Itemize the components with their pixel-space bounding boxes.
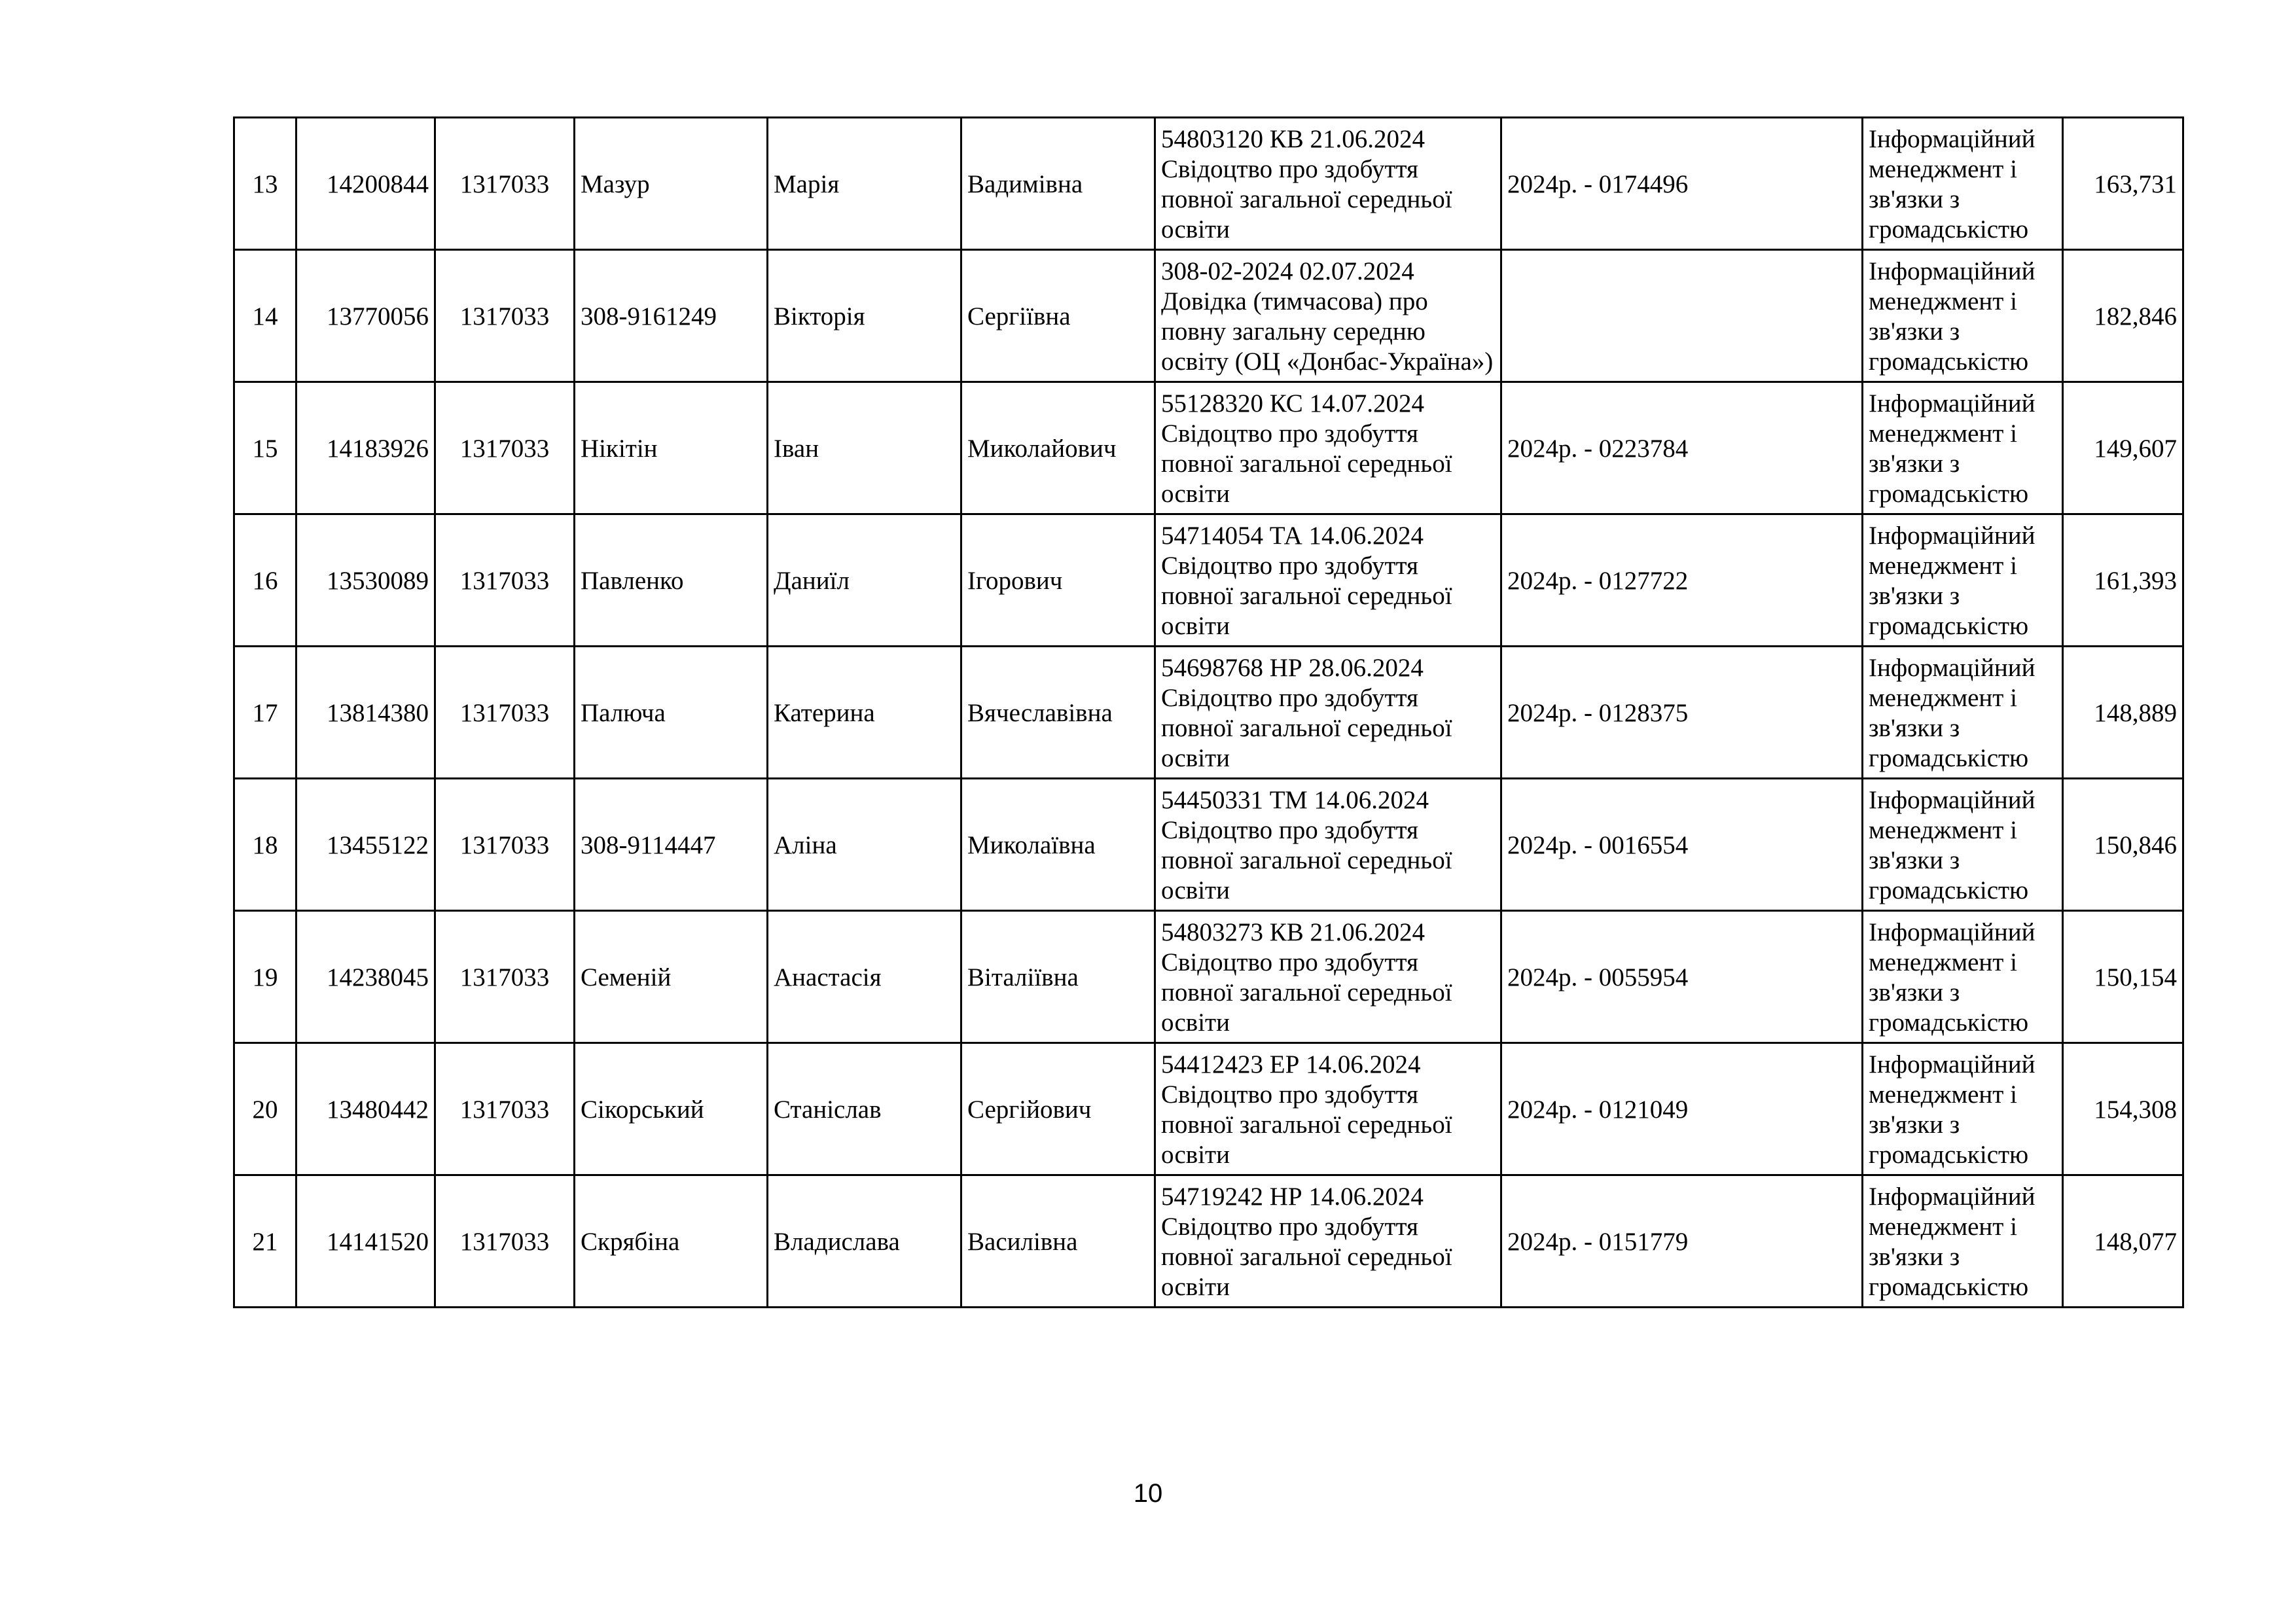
row-number-cell: 15 [234,382,296,514]
table-row [234,911,2183,1043]
first-name-cell: Марія [768,118,961,250]
certificate-cell: 2024р. - 0016554 [1501,779,1863,911]
program-code-cell: 1317033 [435,1175,575,1308]
first-name-cell: Іван [768,382,961,514]
education-document-cell: 308-02-2024 02.07.2024 Довідка (тимчасова) про повну загальну середню освіту (ОЦ «Донбас-Україна») [1155,250,1501,382]
certificate-cell: 2024р. - 0121049 [1501,1043,1863,1175]
records-table [233,116,2184,1308]
first-name-cell: Даниїл [768,514,961,647]
score-cell: 154,308 [2063,1043,2183,1175]
education-document-cell: 54719242 НР 14.06.2024 Свідоцтво про здобуття повної загальної середньої освіти [1155,1175,1501,1308]
table-row [234,779,2183,911]
patronymic-cell: Миколаївна [961,779,1155,911]
program-name-cell: Інформаційний менеджмент і зв'язки з громадськістю [1863,514,2063,647]
education-document-cell: 54412423 ЕР 14.06.2024 Свідоцтво про здобуття повної загальної середньої освіти [1155,1043,1501,1175]
score-cell: 150,154 [2063,911,2183,1043]
first-name-cell: Станіслав [768,1043,961,1175]
patronymic-cell: Сергіївна [961,250,1155,382]
program-code-cell: 1317033 [435,647,575,779]
certificate-cell [1501,250,1863,382]
table-row [234,514,2183,647]
score-cell: 150,846 [2063,779,2183,911]
score-cell: 182,846 [2063,250,2183,382]
table-body [234,118,2183,1308]
row-number-cell: 19 [234,911,296,1043]
program-code-cell: 1317033 [435,514,575,647]
certificate-cell: 2024р. - 0223784 [1501,382,1863,514]
first-name-cell: Катерина [768,647,961,779]
program-name-cell: Інформаційний менеджмент і зв'язки з громадськістю [1863,911,2063,1043]
surname-cell: Сікорський [575,1043,768,1175]
first-name-cell: Владислава [768,1175,961,1308]
program-name-cell: Інформаційний менеджмент і зв'язки з громадськістю [1863,118,2063,250]
applicant-id-cell: 14200844 [296,118,435,250]
certificate-cell: 2024р. - 0055954 [1501,911,1863,1043]
surname-cell: Нікітін [575,382,768,514]
education-document-cell: 55128320 КС 14.07.2024 Свідоцтво про здобуття повної загальної середньої освіти [1155,382,1501,514]
certificate-cell: 2024р. - 0174496 [1501,118,1863,250]
score-cell: 163,731 [2063,118,2183,250]
table-row [234,1175,2183,1308]
score-cell: 148,077 [2063,1175,2183,1308]
patronymic-cell: Сергійович [961,1043,1155,1175]
patronymic-cell: Василівна [961,1175,1155,1308]
table-row [234,647,2183,779]
program-code-cell: 1317033 [435,779,575,911]
table-row [234,382,2183,514]
program-code-cell: 1317033 [435,382,575,514]
row-number-cell: 16 [234,514,296,647]
score-cell: 149,607 [2063,382,2183,514]
surname-cell: Мазур [575,118,768,250]
program-name-cell: Інформаційний менеджмент і зв'язки з громадськістю [1863,647,2063,779]
applicant-id-cell: 13814380 [296,647,435,779]
education-document-cell: 54450331 ТМ 14.06.2024 Свідоцтво про здобуття повної загальної середньої освіти [1155,779,1501,911]
program-code-cell: 1317033 [435,1043,575,1175]
program-code-cell: 1317033 [435,911,575,1043]
surname-cell: Семеній [575,911,768,1043]
certificate-cell: 2024р. - 0151779 [1501,1175,1863,1308]
row-number-cell: 21 [234,1175,296,1308]
applicant-id-cell: 13480442 [296,1043,435,1175]
patronymic-cell: Вадимівна [961,118,1155,250]
row-number-cell: 14 [234,250,296,382]
surname-cell: Скрябіна [575,1175,768,1308]
patronymic-cell: Миколайович [961,382,1155,514]
first-name-cell: Аліна [768,779,961,911]
program-name-cell: Інформаційний менеджмент і зв'язки з громадськістю [1863,779,2063,911]
row-number-cell: 13 [234,118,296,250]
score-cell: 148,889 [2063,647,2183,779]
program-name-cell: Інформаційний менеджмент і зв'язки з громадськістю [1863,1175,2063,1308]
certificate-cell: 2024р. - 0128375 [1501,647,1863,779]
page-number: 10 [1133,1479,1163,1508]
patronymic-cell: Вячеславівна [961,647,1155,779]
row-number-cell: 17 [234,647,296,779]
program-name-cell: Інформаційний менеджмент і зв'язки з громадськістю [1863,382,2063,514]
education-document-cell: 54698768 НР 28.06.2024 Свідоцтво про здобуття повної загальної середньої освіти [1155,647,1501,779]
program-name-cell: Інформаційний менеджмент і зв'язки з громадськістю [1863,1043,2063,1175]
surname-cell: 308-9161249 [575,250,768,382]
applicant-id-cell: 14183926 [296,382,435,514]
patronymic-cell: Ігорович [961,514,1155,647]
score-cell: 161,393 [2063,514,2183,647]
first-name-cell: Анастасія [768,911,961,1043]
row-number-cell: 18 [234,779,296,911]
surname-cell: Павленко [575,514,768,647]
table-row [234,118,2183,250]
program-code-cell: 1317033 [435,250,575,382]
certificate-cell: 2024р. - 0127722 [1501,514,1863,647]
applicant-id-cell: 14141520 [296,1175,435,1308]
education-document-cell: 54803120 КВ 21.06.2024 Свідоцтво про здобуття повної загальної середньої освіти [1155,118,1501,250]
education-document-cell: 54803273 КВ 21.06.2024 Свідоцтво про здобуття повної загальної середньої освіти [1155,911,1501,1043]
applicant-id-cell: 13770056 [296,250,435,382]
program-name-cell: Інформаційний менеджмент і зв'язки з громадськістю [1863,250,2063,382]
applicant-id-cell: 13455122 [296,779,435,911]
patronymic-cell: Віталіївна [961,911,1155,1043]
program-code-cell: 1317033 [435,118,575,250]
row-number-cell: 20 [234,1043,296,1175]
table-row [234,250,2183,382]
surname-cell: Палюча [575,647,768,779]
surname-cell: 308-9114447 [575,779,768,911]
applicant-id-cell: 14238045 [296,911,435,1043]
table-row [234,1043,2183,1175]
first-name-cell: Вікторія [768,250,961,382]
applicant-id-cell: 13530089 [296,514,435,647]
education-document-cell: 54714054 ТА 14.06.2024 Свідоцтво про здобуття повної загальної середньої освіти [1155,514,1501,647]
